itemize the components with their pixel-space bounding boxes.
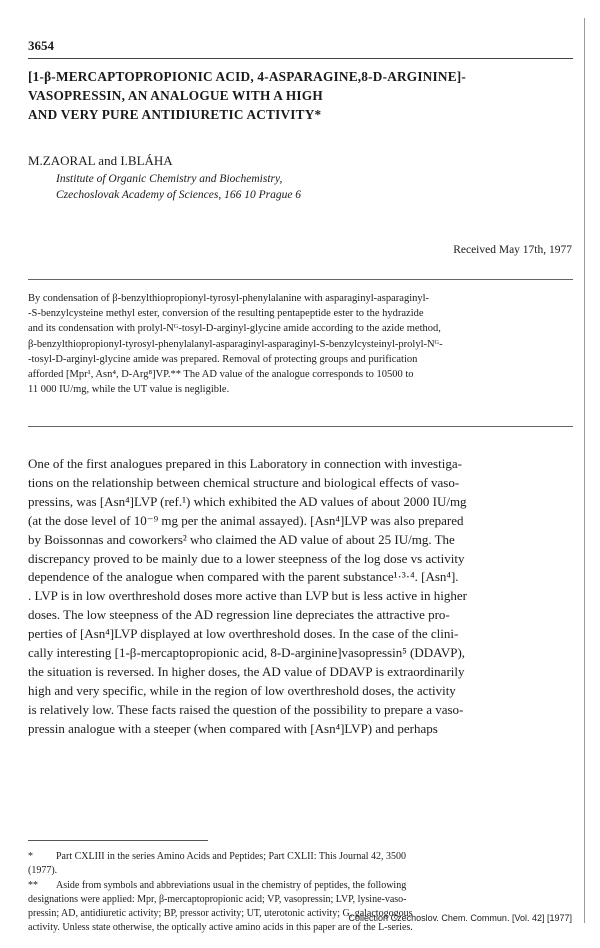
footnote (28, 850, 573, 878)
abstract-line: afforded [Mpr¹, Asn⁴, D-Arg⁸]VP.** The AD value of the analogue corresponds to 10500 to (28, 369, 414, 381)
body-line: (at the dose level of 10⁻⁹ mg per the animal assayed). [Asn⁴]LVP was also prepared (28, 512, 464, 528)
header-rule (28, 58, 573, 59)
title-line: VASOPRESSIN, AN ANALOGUE WITH A HIGH (28, 88, 323, 103)
body-line: by Boissonnas and coworkers² who claimed the AD value of about 25 IU/mg. The (28, 531, 455, 547)
article-title (28, 67, 578, 124)
body-line: pressins, was [Asn⁴]LVP (ref.¹) which exhibited the AD values of about 2000 IU/mg (28, 493, 467, 509)
body-line: dependence of the analogue when compared with the parent substance¹·³·⁴. [Asn⁴]. (28, 569, 459, 585)
abstract-line: By condensation of β-benzylthiopropionyl-tyrosyl-phenylalanine with asparaginyl-asparaginyl- (28, 293, 430, 304)
body-line: the situation is reversed. In higher doses, the AD value of DDAVP is extraordinarily (28, 663, 465, 679)
body-line: discrepancy proved to be mainly due to a lower steepness of the log dose vs activity (28, 550, 465, 566)
journal-footer: Collection Czechoslov. Chem. Commun. [Vol. 42] [1977] (348, 913, 572, 923)
footnote-mark: * (28, 851, 33, 862)
title-line: AND VERY PURE ANTIDIURETIC ACTIVITY* (28, 107, 322, 122)
footnote-line: Part CXLIII in the series Amino Acids and Peptides; Part CXLII: This Journal 42, 3500 (56, 851, 407, 862)
authors: M.ZAORAL and I.BLÁHA (28, 153, 173, 168)
abstract-line: and its condensation with prolyl-Nᴳ-tosyl-D-arginyl-glycine amide according to the azide method, (28, 323, 441, 335)
body-line: doses. The low steepness of the AD regression line depreciates the attractive pro- (28, 607, 450, 623)
abstract-line: -tosyl-D-arginyl-glycine amide was prepared. Removal of protecting groups and purification (28, 353, 418, 365)
body-line: One of the first analogues prepared in this Laboratory in connection with investiga- (28, 456, 462, 471)
page-edge-line (584, 18, 585, 923)
abstract (28, 291, 573, 397)
abstract-line: -S-benzylcysteine methyl ester, conversion of the resulting pentapeptide ester to the hydrazide (28, 308, 424, 320)
abstract-bottom-rule (28, 426, 573, 427)
affiliation (56, 172, 301, 203)
body-line: high and very specific, while in the region of low overthreshold doses, the activity (28, 682, 456, 698)
title-line: [1-β-MERCAPTOPROPIONIC ACID, 4-ASPARAGINE,8-D-ARGININE]- (28, 69, 467, 84)
affiliation-line: Institute of Organic Chemistry and Biochemistry, (56, 173, 283, 185)
abstract-line: β-benzylthiopropionyl-tyrosyl-phenylalanyl-asparaginyl-asparaginyl-S-benzylcysteinyl-prolyl-Nᴳ- (28, 338, 443, 350)
footnote (28, 879, 573, 935)
footnote-line: pressin; AD, antidiuretic activity; BP, pressor activity; UT, uterotonic activity; G, galactogogous (28, 908, 413, 919)
affiliation-line: Czechoslovak Academy of Sciences, 166 10 Prague 6 (56, 188, 302, 201)
footnote-mark: ** (28, 880, 38, 891)
body-line: cally interesting [1-β-mercaptopropionic acid, 8-D-arginine]vasopressin⁵ (DDAVP), (28, 645, 466, 661)
footnote-line: Aside from symbols and abbreviations usual in the chemistry of peptides, the following (56, 880, 407, 891)
footnote-line: activity. Unless state otherwise, the optically active amino acids in this paper are of the L-series. (28, 922, 413, 933)
footnote-line: (1977). (28, 865, 58, 876)
footnotes (28, 850, 573, 936)
abstract-top-rule (28, 279, 573, 280)
body-line: pressin analogue with a steeper (when compared with [Asn⁴]LVP) and perhaps (28, 720, 438, 736)
body-paragraph (28, 455, 573, 739)
received-date: Received May 17th, 1977 (453, 244, 572, 256)
footnote-line: designations were applied: Mpr, β-mercaptopropionic acid; VP, vasopressin; LVP, lysine-vaso- (28, 894, 407, 905)
body-line: . LVP is in low overthreshold doses more active than LVP but is less active in higher (28, 588, 467, 604)
abstract-line: 11 000 IU/mg, while the UT value is negligible. (28, 384, 230, 396)
body-line: tions on the relationship between chemical structure and biological effects of vaso- (28, 474, 460, 490)
body-line: perties of [Asn⁴]LVP displayed at low overthreshold doses. In the case of the clini- (28, 626, 459, 642)
footnote-rule (28, 840, 208, 841)
body-line: is relatively low. These facts raised the question of the possibility to prepare a vaso- (28, 701, 464, 717)
page-number: 3654 (28, 38, 54, 53)
